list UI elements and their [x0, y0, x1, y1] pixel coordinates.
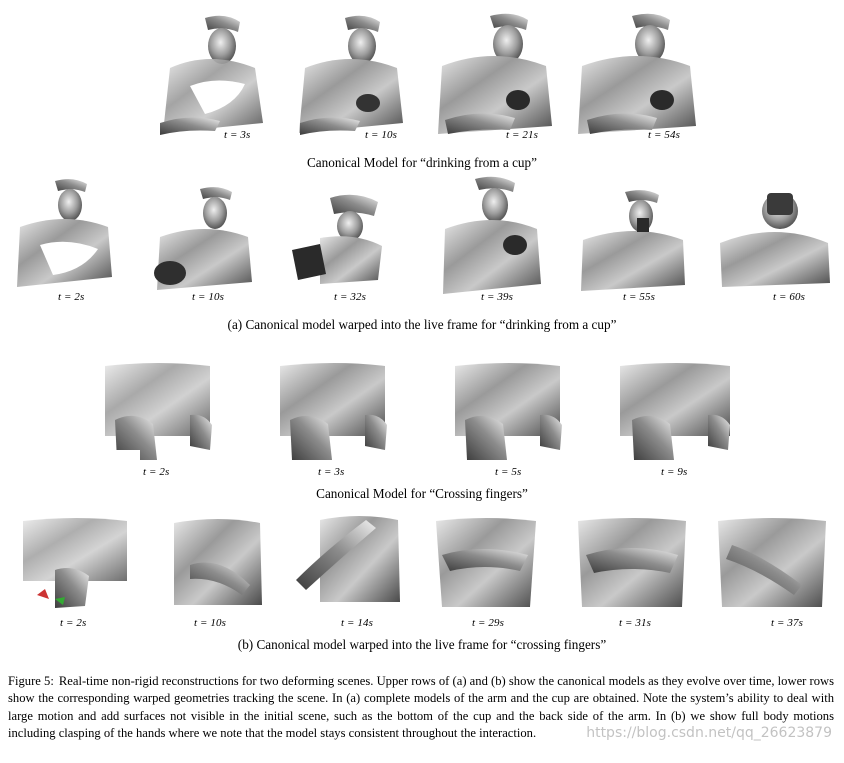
time-label: t = 21s [506, 129, 538, 141]
time-label: t = 32s [334, 291, 366, 303]
reconstruction-image [575, 188, 690, 293]
reconstruction-image [160, 515, 275, 613]
time-label: t = 2s [60, 617, 87, 629]
reconstruction-image [435, 175, 545, 300]
cup-live-panel-5 [575, 188, 690, 293]
figure-caption-text: Real-time non-rigid reconstructions for two deforming scenes. Upper rows of (a) and (b) show the canonical models as they evolve over time, lower rows show the corresponding warped geometries tracking the scene. In (a) complete models of the arm and the cup are obtained. Note the system’s ability to deal with large motion and add surfaces not visible in the initial scene, such as the bottom of the cup and the back side of the arm. In (b) we show full body motions including clasping of the hands where we note that the model stays consistent throughout the interaction. [8, 674, 835, 741]
time-label: t = 54s [648, 129, 680, 141]
time-label: t = 60s [773, 291, 805, 303]
time-label: t = 3s [224, 129, 251, 141]
fingers-live-panel-1 [15, 515, 135, 613]
fingers-live-panel-4 [428, 515, 543, 613]
time-label: t = 10s [365, 129, 397, 141]
reconstruction-image [10, 177, 120, 297]
fingers-live-panel-2 [160, 515, 275, 613]
fingers-canonical-panel-4 [610, 360, 740, 465]
fingers-canonical-panel-3 [445, 360, 570, 465]
time-label: t = 5s [495, 466, 522, 478]
cup-live-panel-1 [10, 177, 120, 297]
watermark: https://blog.csdn.net/qq_26623879 [586, 725, 832, 741]
time-label: t = 39s [481, 291, 513, 303]
time-label: t = 29s [472, 617, 504, 629]
cup-live-panel-6 [712, 185, 832, 290]
reconstruction-image [290, 8, 410, 143]
time-label: t = 9s [661, 466, 688, 478]
cup-live-panel-4 [435, 175, 545, 300]
fingers-canonical-panel-2 [270, 360, 395, 465]
cup-canonical-panel-2 [290, 8, 410, 143]
reconstruction-image [15, 515, 135, 613]
fingers-live-panel-6 [712, 515, 832, 613]
cup-canonical-panel-3 [430, 8, 560, 143]
time-label: t = 10s [192, 291, 224, 303]
time-label: t = 31s [619, 617, 651, 629]
reconstruction-image [150, 8, 270, 143]
reconstruction-image [270, 360, 395, 465]
reconstruction-image [445, 360, 570, 465]
cup-live-panel-2 [145, 185, 255, 297]
reconstruction-image [712, 185, 832, 290]
reconstruction-image [290, 190, 390, 290]
time-label: t = 37s [771, 617, 803, 629]
caption-cup-live: (a) Canonical model warped into the live frame for “drinking from a cup” [227, 317, 617, 332]
time-label: t = 2s [58, 291, 85, 303]
fingers-live-panel-3 [290, 510, 405, 610]
time-label: t = 3s [318, 466, 345, 478]
caption-cup-canonical: Canonical Model for “drinking from a cup” [307, 155, 537, 170]
time-label: t = 14s [341, 617, 373, 629]
time-label: t = 55s [623, 291, 655, 303]
reconstruction-image [610, 360, 740, 465]
time-label: t = 10s [194, 617, 226, 629]
cup-canonical-panel-1 [150, 8, 270, 143]
reconstruction-image [428, 515, 543, 613]
reconstruction-image [145, 185, 255, 297]
caption-fingers-canonical: Canonical Model for “Crossing fingers” [316, 486, 528, 501]
cup-canonical-panel-4 [572, 8, 702, 143]
figure-label: Figure 5: [8, 674, 54, 688]
reconstruction-image [572, 8, 702, 143]
cup-live-panel-3 [290, 190, 390, 290]
fingers-canonical-panel-1 [95, 360, 220, 465]
reconstruction-image [430, 8, 560, 143]
reconstruction-image [290, 510, 405, 610]
caption-fingers-live: (b) Canonical model warped into the live frame for “crossing fingers” [237, 637, 607, 652]
reconstruction-image [712, 515, 832, 613]
fingers-live-panel-5 [572, 515, 692, 613]
reconstruction-image [572, 515, 692, 613]
reconstruction-image [95, 360, 220, 465]
time-label: t = 2s [143, 466, 170, 478]
